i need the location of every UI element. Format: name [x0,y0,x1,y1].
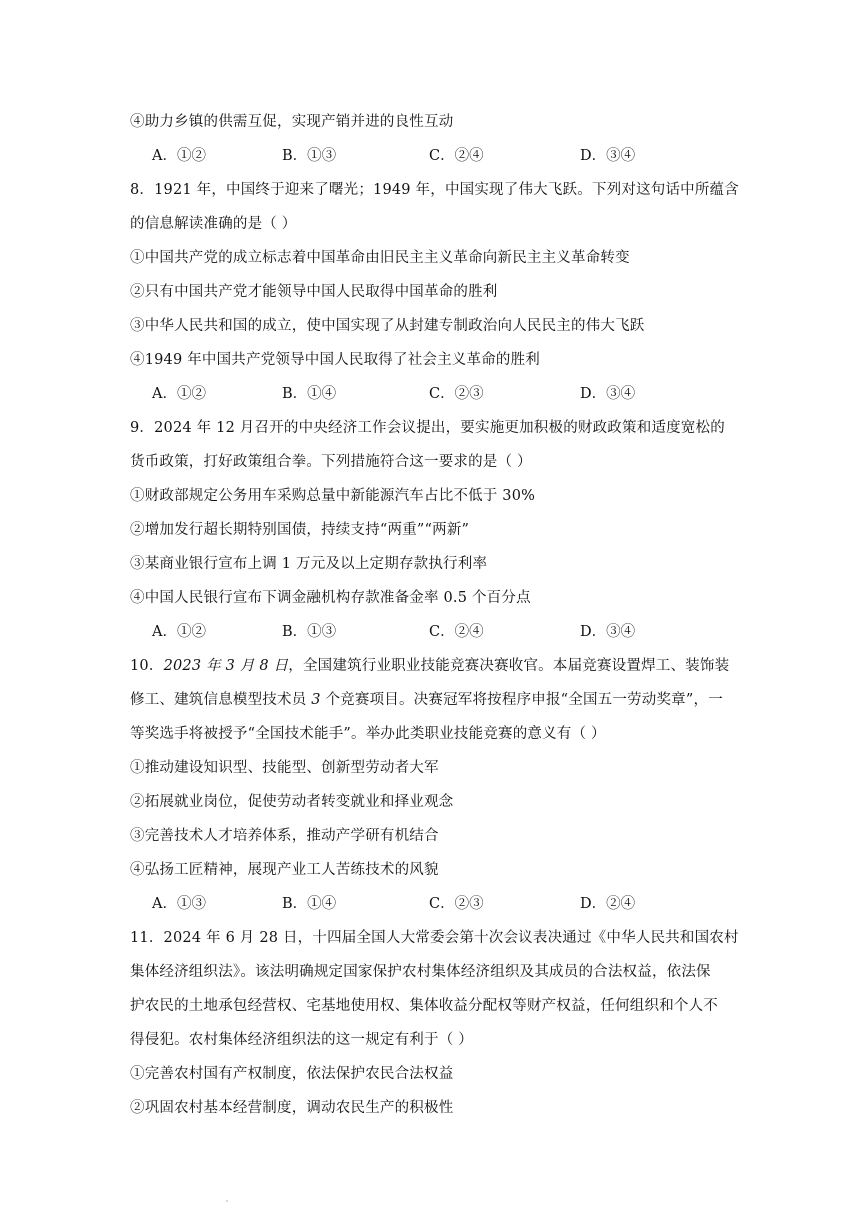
q10-stem-text-1: ，全国建筑行业职业技能竞赛决赛收官。本届竞赛设置焊工、装饰装 [288,658,730,674]
q9-option-b[interactable]: B．①③ [282,624,337,640]
q10-item-3: ③完善技术人才培养体系，推动产学研有机结合 [130,828,439,844]
q11-item-2: ②巩固农村基本经营制度，调动农民生产的积极性 [130,1100,454,1116]
q9-stem-line-2: 货币政策，打好政策组合拳。下列措施符合这一要求的是（ ） [130,454,532,470]
q10-stem-line-3: 等奖选手将被授予“全国技术能手”。举办此类职业技能竞赛的意义有（ ） [130,726,606,742]
q7-option-d[interactable]: D．③④ [580,148,636,164]
q10-date: 2023 年 3 月 8 日 [163,658,289,674]
q11-stem-line-2: 集体经济组织法》。该法明确规定国家保护农村集体经济组织及其成员的合法权益，依法保 [130,964,711,980]
q10-option-b[interactable]: B．①④ [282,896,337,912]
q11-stem-line-1: 11．2024 年 6 月 28 日，十四届全国人大常委会第十次会议表决通过《中华人民共和国农村 [130,930,739,946]
q9-item-1: ①财政部规定公务用车采购总量中新能源汽车占比不低于 30% [130,488,536,504]
q8-item-4: ④1949 年中国共产党领导中国人民取得了社会主义革命的胜利 [130,352,541,368]
q8-options [152,384,752,404]
q8-item-1: ①中国共产党的成立标志着中国革命由旧民主主义革命向新民主主义革命转变 [130,250,630,266]
q9-item-4: ④中国人民银行宣布下调金融机构存款准备金率 0.5 个百分点 [130,590,531,606]
q9-option-d[interactable]: D．③④ [580,624,636,640]
q8-option-a[interactable]: A．①② [152,386,206,402]
page-footer-mark [226,1200,228,1202]
q7-option-a[interactable]: A．①② [152,148,206,164]
q10-stem-line-2 [130,690,723,710]
q9-option-c[interactable]: C．②④ [429,624,484,640]
q10-item-4: ④弘扬工匠精神，展现产业工人苦练技术的风貌 [130,862,439,878]
q10-count: 3 [311,692,321,708]
q11-item-1: ①完善农村国有产权制度，依法保护农民合法权益 [130,1066,454,1082]
q9-option-a[interactable]: A．①② [152,624,206,640]
q8-option-b[interactable]: B．①④ [282,386,337,402]
q8-option-d[interactable]: D．③④ [580,386,636,402]
q11-stem-line-3: 护农民的土地承包经营权、宅基地使用权、集体收益分配权等财产权益，任何组织和个人不 [130,998,718,1014]
q9-options [152,622,752,642]
q8-stem-line-2: 的信息解读准确的是（ ） [130,216,297,232]
q10-option-a[interactable]: A．①③ [152,896,206,912]
q7-option-c[interactable]: C．②④ [429,148,484,164]
q11-stem-line-4: 得侵犯。农村集体经济组织法的这一规定有利于（ ） [130,1032,473,1048]
q8-stem-line-1: 8．1921 年，中国终于迎来了曙光；1949 年，中国实现了伟大飞跃。下列对这句话中所蕴含 [130,182,739,198]
q8-item-3: ③中华人民共和国的成立，使中国实现了从封建专制政治向人民民主的伟大飞跃 [130,318,645,334]
q10-item-2: ②拓展就业岗位，促使劳动者转变就业和择业观念 [130,794,454,810]
q7-option-b[interactable]: B．①③ [282,148,337,164]
q8-option-c[interactable]: C．②③ [429,386,484,402]
q7-item-4: ④助力乡镇的供需互促，实现产销并进的良性互动 [130,114,454,130]
q9-stem-line-1: 9．2024 年 12 月召开的中央经济工作会议提出，要实施更加积极的财政政策和适度宽松的 [130,420,725,436]
q9-item-3: ③某商业银行宣布上调 1 万元及以上定期存款执行利率 [130,556,488,572]
q8-item-2: ②只有中国共产党才能领导中国人民取得中国革命的胜利 [130,284,498,300]
q10-item-1: ①推动建设知识型、技能型、创新型劳动者大军 [130,760,439,776]
q10-option-d[interactable]: D．②④ [580,896,636,912]
q10-options [152,894,752,914]
q10-stem-text-2a: 修工、建筑信息模型技术员 [130,692,312,708]
q10-number: 10． [130,658,164,674]
q10-stem-text-2b: 个竞赛项目。决赛冠军将按程序申报“全国五一劳动奖章”，一 [320,692,723,708]
q7-options [152,146,752,166]
q10-stem-line-1 [130,656,729,676]
q9-item-2: ②增加发行超长期特别国债，持续支持“两重”“两新” [130,522,470,538]
q10-option-c[interactable]: C．②③ [429,896,484,912]
